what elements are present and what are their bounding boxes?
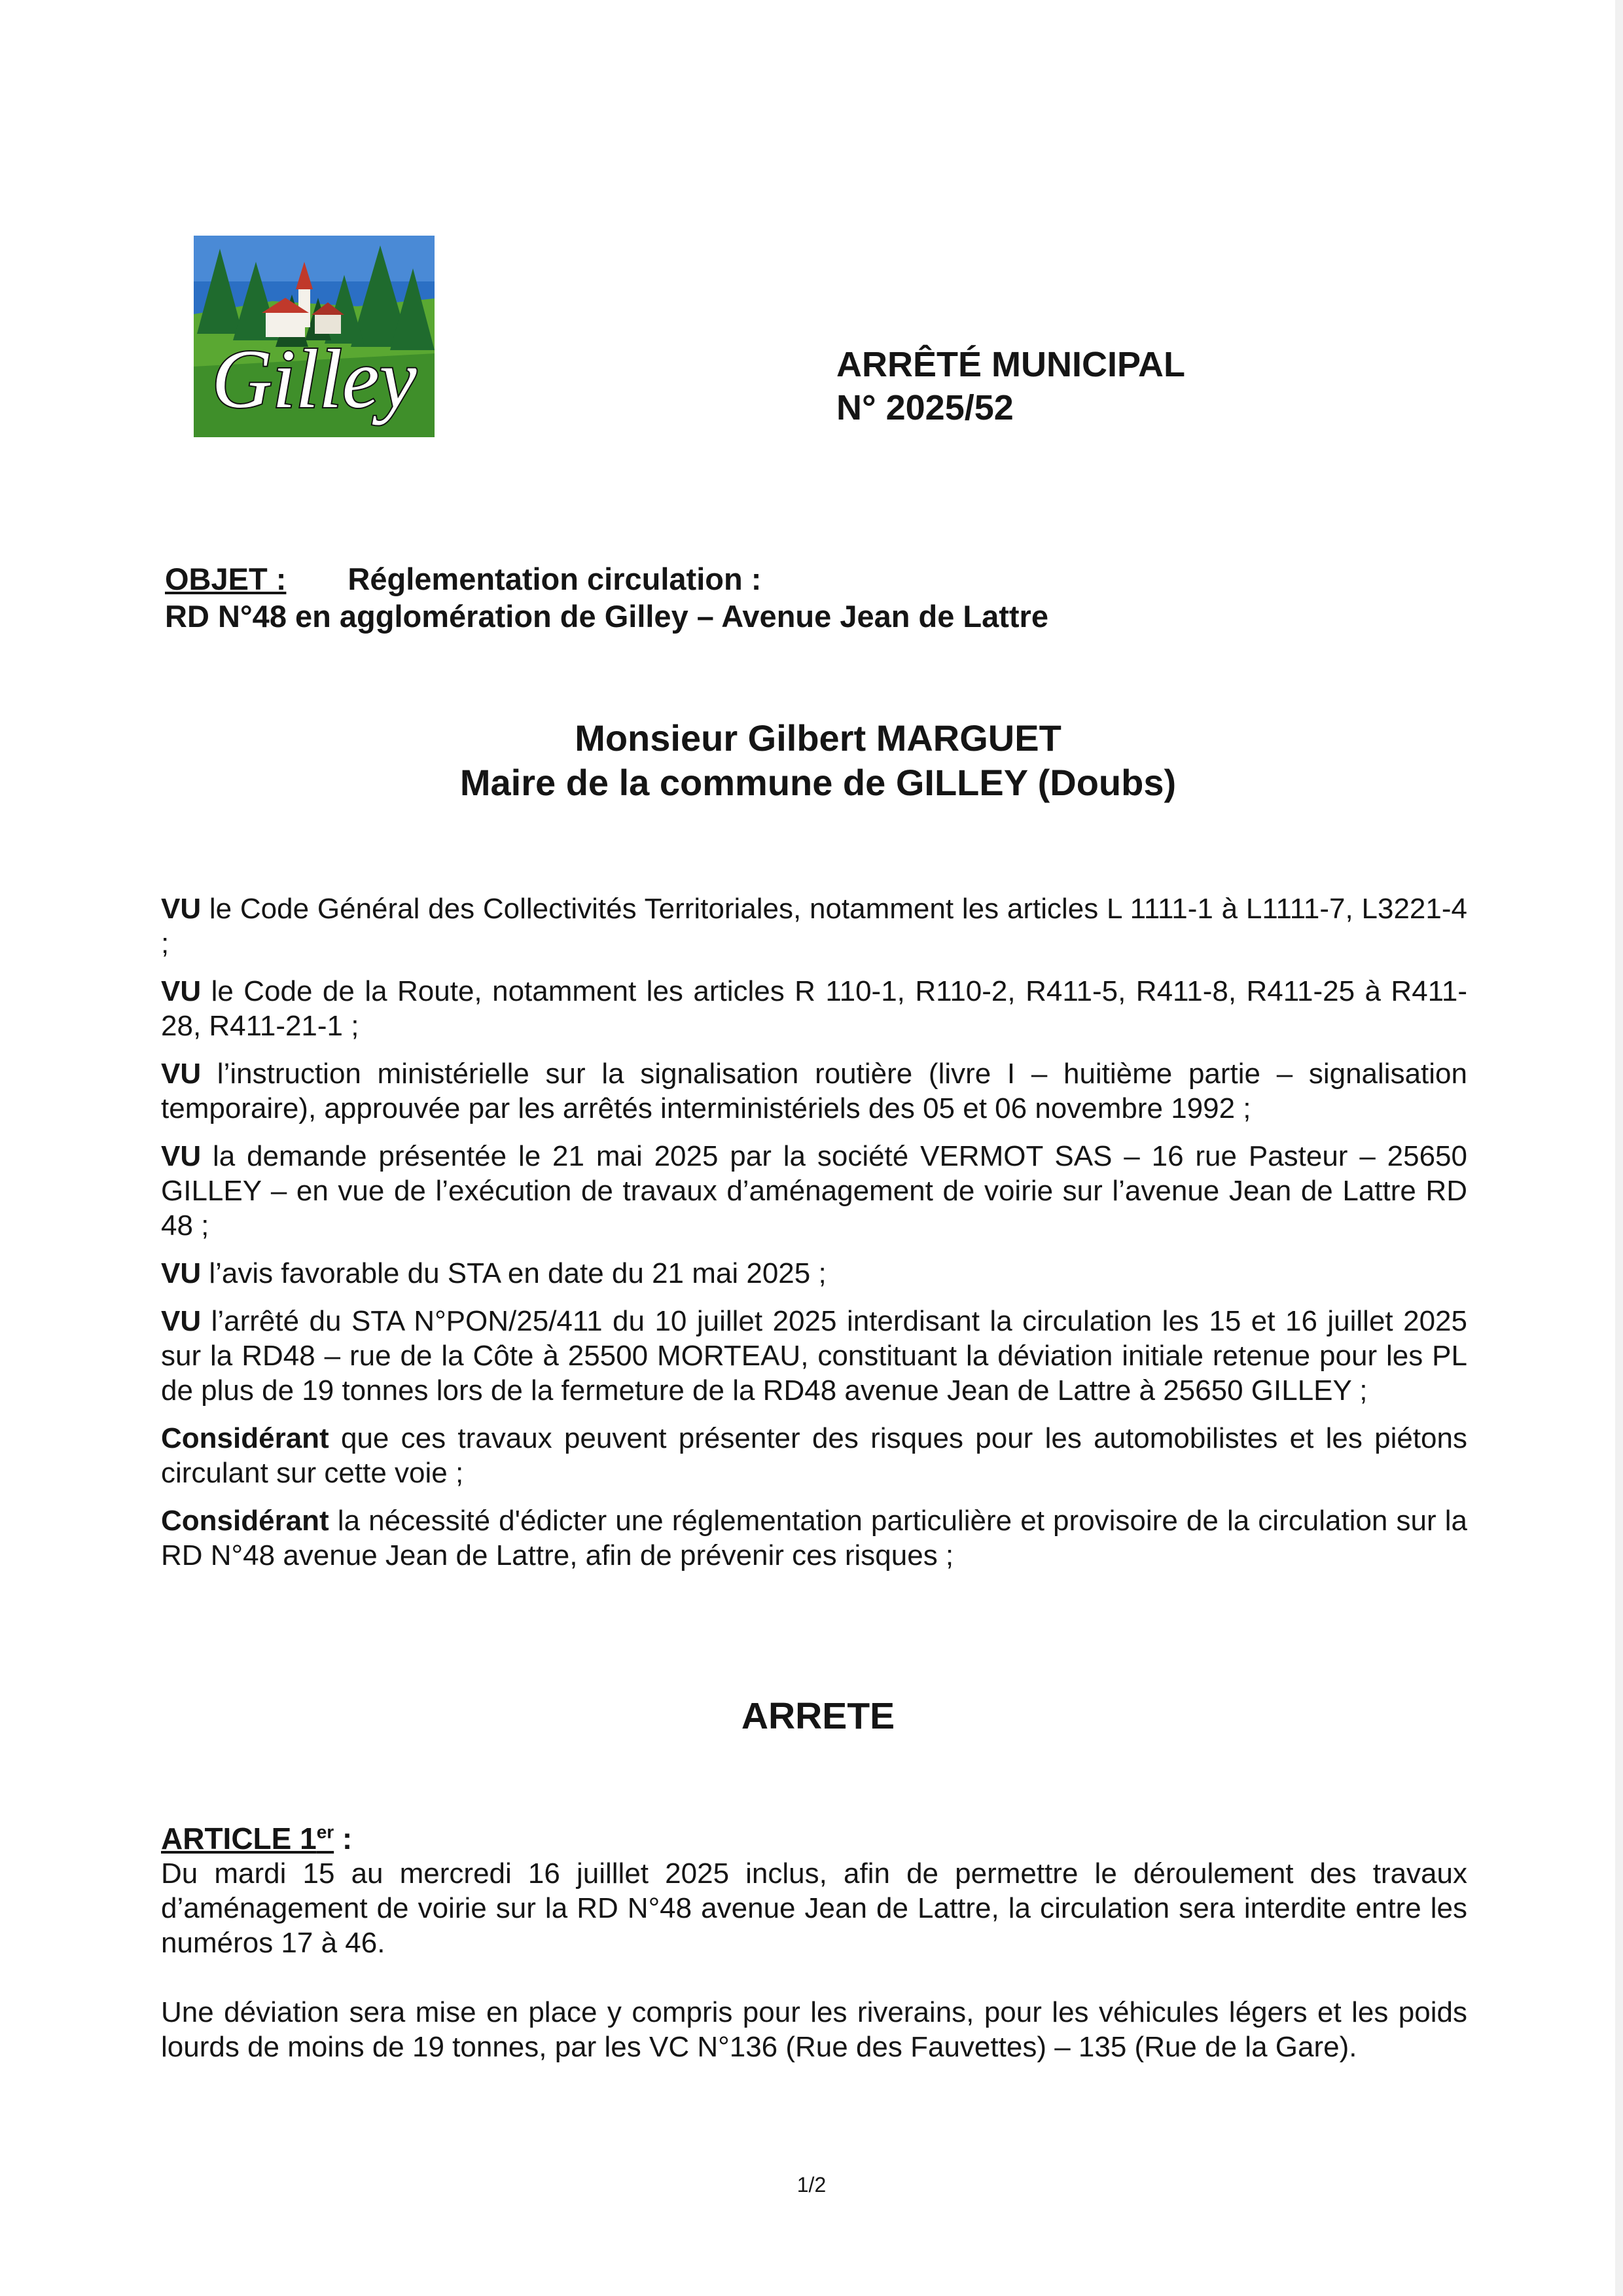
- gilley-logo: [194, 236, 435, 437]
- mayor-block: [393, 716, 1243, 805]
- considerant-paragraph: Considérant que ces travaux peuvent présenter des risques pour les automobilistes et les piétons circulant sur cette voie ;: [161, 1422, 1467, 1489]
- visa-paragraph: VU le Code de la Route, notamment les articles R 110-1, R110-2, R411-5, R411-8, R411-25 à R411-28, R411-21-1 ;: [161, 975, 1467, 1042]
- visas-section: [161, 891, 1467, 1586]
- decree-number: N° 2025/52: [836, 388, 1014, 427]
- visa-paragraph: VU l’arrêté du STA N°PON/25/411 du 10 juillet 2025 interdisant la circulation les 15 et 16 juillet 2025 sur la RD48 – rue de la Côte à 25500 MORTEAU, constituant la déviation initiale retenue pour les PL de plus de 19 tonnes lors de la fermeture de la RD48 avenue Jean de Lattre à 25650 GILLEY ;: [161, 1305, 1467, 1407]
- object-label: OBJET :: [165, 562, 287, 596]
- visa-paragraph: VU l’instruction ministérielle sur la signalisation routière (livre I – huitième partie – signalisation temporaire), approuvée par les arrêtés interministériels des 05 et 06 novembre 1992 ;: [161, 1058, 1467, 1124]
- arrete-heading: ARRETE: [741, 1695, 895, 1737]
- scan-edge: [1615, 0, 1623, 2296]
- object-line-2: RD N°48 en agglomération de Gilley – Avenue Jean de Lattre: [165, 599, 1048, 634]
- mayor-name: Monsieur Gilbert MARGUET: [575, 717, 1061, 759]
- svg-text:Gilley: Gilley: [211, 332, 417, 425]
- article-1: [161, 1821, 1467, 2064]
- article-1-title: ARTICLE 1er :: [161, 1821, 353, 1856]
- decree-title-line: ARRÊTÉ MUNICIPAL: [836, 345, 1185, 384]
- object-block: [165, 560, 1048, 635]
- article-1-paragraph: Une déviation sera mise en place y compris pour les riverains, pour les véhicules légers et les poids lourds de moins de 19 tonnes, par les VC N°136 (Rue des Fauvettes) – 135 (Rue de la Gare).: [161, 1996, 1467, 2063]
- visa-paragraph: VU l’avis favorable du STA en date du 21 mai 2025 ;: [161, 1257, 827, 1289]
- page-number: 1/2: [796, 2173, 827, 2197]
- article-1-paragraph: Du mardi 15 au mercredi 16 juilllet 2025 inclus, afin de permettre le déroulement des travaux d’aménagement de voirie sur la RD N°48 avenue Jean de Lattre, la circulation sera interdite entre les numéros 17 à 46.: [161, 1857, 1467, 1959]
- decree-title: [836, 343, 1185, 429]
- visa-paragraph: VU le Code Général des Collectivités Territoriales, notamment les articles L 1111-1 à L1111-7, L3221-4 ;: [161, 893, 1467, 960]
- object-line-1: Réglementation circulation :: [348, 562, 762, 596]
- considerant-paragraph: Considérant la nécessité d'édicter une réglementation particulière et provisoire de la circulation sur la RD N°48 avenue Jean de Lattre, afin de prévenir ces risques ;: [161, 1505, 1467, 1571]
- visa-paragraph: VU la demande présentée le 21 mai 2025 par la société VERMOT SAS – 16 rue Pasteur – 25650 GILLEY – en vue de l’exécution de travaux d’aménagement de voirie sur l’avenue Jean de Lattre RD 48 ;: [161, 1140, 1467, 1242]
- mayor-title: Maire de la commune de GILLEY (Doubs): [459, 762, 1177, 803]
